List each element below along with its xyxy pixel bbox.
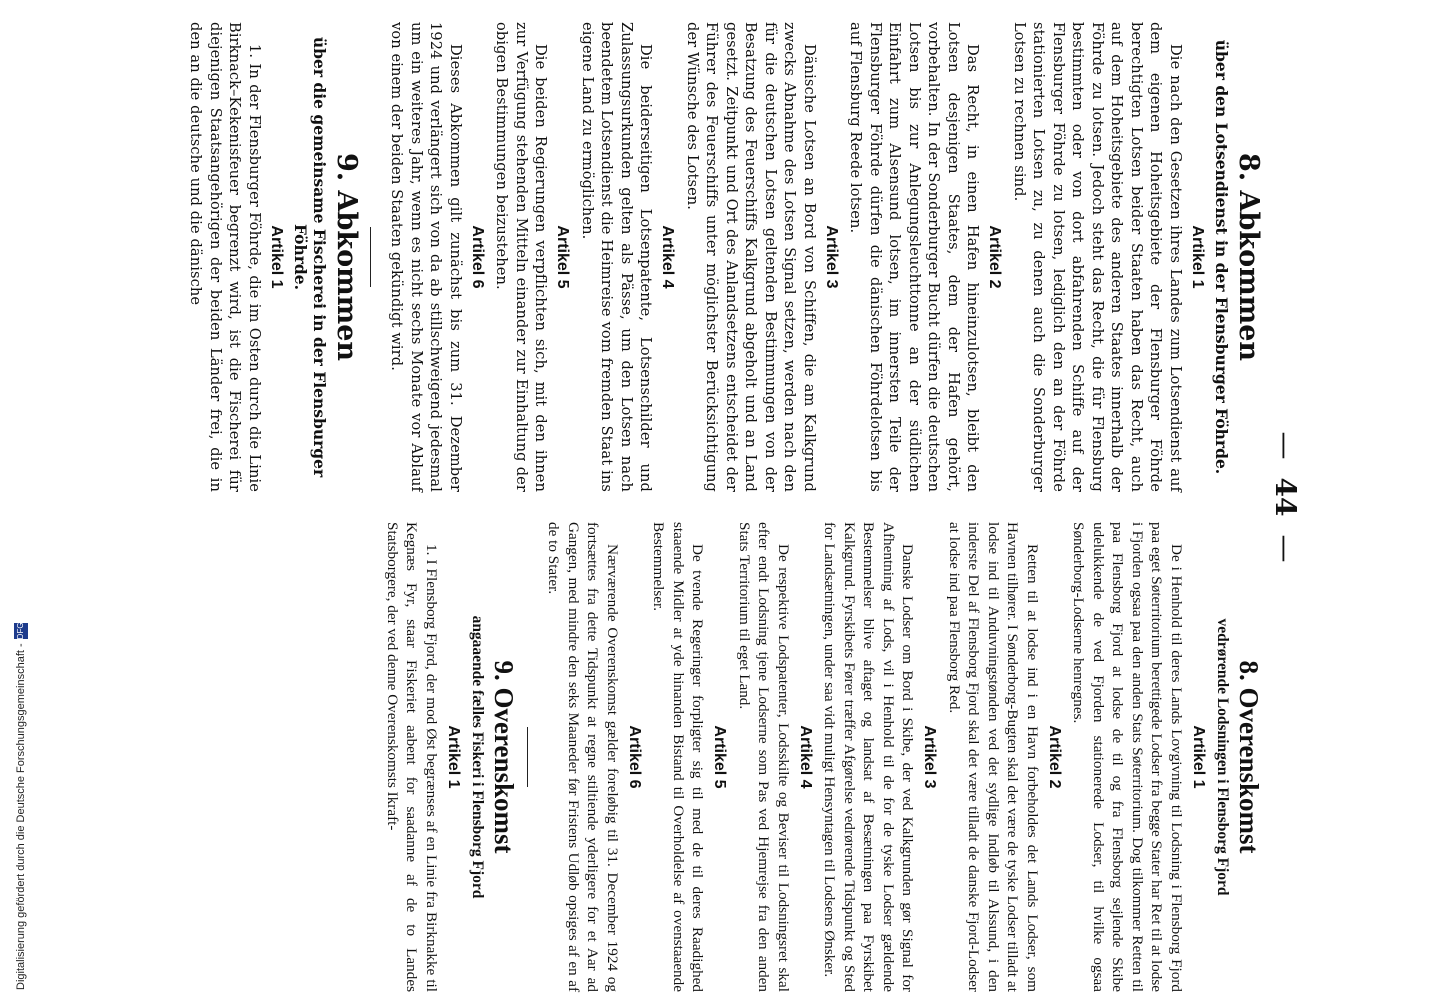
german-subtitle-2: über die gemeinsame Fischerei in der Flensburger Föhrde. [291,36,329,478]
article-title: Artikel 1 [1190,725,1207,789]
article-title: Artikel 1 [268,225,285,289]
danish-article-1 [1069,522,1207,992]
section-divider [527,727,528,787]
article-title: Artikel 6 [626,725,643,789]
german-article-5 [492,22,572,492]
german-article-6 [387,22,486,492]
danish-subtitle-1: vedrørende Lodsningen i Flensborg Fjord [1214,618,1231,896]
danish-column [383,522,1265,992]
article-text: De i Henhold til deres Lands Lovgivning til Lodsning i Flensborg Fjord paa eget Søterritorium berettigede Lodser fra begge Stater har Ret til at lodse i Fjorden ogsaa paa den anden Stats Søterritorium. Dog tilkommer Retten til paa Flensborg Fjord at lodse de til og fra Flensborg sejlende Skibe udelukkende de ved Fjorden stationerede Lodser, til hvilke ogsaa Sønderborg-Lodserne henregnes. [1070,522,1185,992]
german-subtitle-1: über den Lotsendienst in der Flensburger Föhrde. [1212,39,1231,475]
danish-article-5 [649,522,729,992]
article-title: Artikel 1 [1189,225,1206,289]
article-text: Retten til at lodse ind i en Havn forbeholdes det Lands Lodser, som Havnen tilhører. I Sønderborg-Bugten skal det være de tyske Lodser tilladt at lodse ind til Anduvningstønden ved det sydlige Indløb til Alssund, i den inderste Del af Flensborg Fjord skal det være tilladt de danske Fjord-Lodser at lodse ind paa Flensborg Red. [946,522,1041,992]
danish-article-4 [735,522,815,992]
page-number: —44— [1269,431,1302,563]
article-text: Die beiden Regierungen verpflichten sich, mit den ihnen zur Verfügung stehenden Mitteln einander zur Einhaltung der obigen Bestimmungen beizustehen. [493,22,550,492]
german-article-1 [1010,22,1207,492]
german-column [186,22,1264,492]
article-text: Die beiderseitigen Lotsenpatente, Lotsenschilder und Zulassungsurkunden gelten als Pässe, um den Lotsen nach beendetem Lotsendienst die Heimreise vom fremden Staat ins eigene Land zu ermöglichen. [579,22,655,492]
article-title: Artikel 4 [659,225,677,289]
article-text: Danske Lodser om Bord i Skibe, der ved Kalkgrunden gør Signal for Afhentning af Lods, vil i Henhold til de for de tyske Lodser gældende Bestemmelser blive aftaget og landsat af Besætningen paa Fyrskibet Kalkgrund. Fyrskibets Fører træffer Afgørelse vedrørende Tidspunkt og Sted for Landsætningen, under saa vidt muligt Hensyntagen til Lodsens Ønsker. [821,522,917,992]
article-title: Artikel 3 [921,725,939,789]
danish-article-2 [945,522,1064,992]
german-heading-2: 9. Abkommen [331,152,362,362]
danish-heading-1: 8. Overenskomst [1234,660,1264,854]
article-title: Artikel 2 [986,225,1004,289]
german-heading-1: 8. Abkommen [1233,152,1264,362]
article-text: Dänische Lotsen an Bord von Schiffen, die am Kalkgrund zwecks Abnahme des Lotsen Signal setzen, werden nach den für die deutschen Lotsen geltenden Bestimmungen von der Besatzung des Feuerschiffs Kalkgrund abgeholt und an Land gesetzt. Zeitpunkt und Ort des Anlandsetzens entscheidet der Führer des Feuerschiffs unter möglichster Berücksichtigung der Wünsche des Lotsen. [684,22,818,492]
document-page [112,12,1302,992]
danish-article-3 [820,522,939,992]
digitization-footer [14,0,28,1000]
danish-heading-2: 9. Overenskomst [489,660,519,854]
danish-fishery-article-1 [383,522,463,992]
article-text: De respektive Lodspatenter, Lodsskilte og Beviser til Lodsningsret skal efter endt Lodsning tjene Lodserne som Pas ved Hjemrejse fra den anden Stats Territorium til eget Land. [736,522,792,992]
danish-subtitle-2: angaaende fælles Fiskeri i Flensborg Fjord [469,615,486,899]
article-text: Das Recht, in einen Hafen hineinzulotsen, bleibt den Lotsen desjenigen Staates, dem der Hafen gehört, vorbehalten. In der Sonderburger Bucht dürfen die deutschen Lotsen bis zur Anlegungsleuchttonne an der südlichen Einfahrt zum Alsensund lotsen, im innersten Teile der Flensburger Föhrde dürfen die dänischen Föhrdelotsen bis auf Flensburg Reede lotsen. [847,22,982,492]
german-fishery-article-1 [186,22,285,492]
article-title: Artikel 6 [469,225,486,289]
article-text: De tvende Regeringer forpligter sig til med de til deres Raadighed staaende Midler at yde hinanden Bistand til Overholdelse af ovenstaaende Bestemmelser. [650,522,707,992]
article-text: Die nach den Gesetzen ihres Landes zum Lotsendienst auf dem eigenen Hoheitsgebiete der Flensburger Föhrde berechtigten Lotsen beider Staaten haben das Recht, auch auf dem Hoheitsgebiete des anderen Staates innerhalb der Föhrde zu lotsen. Jedoch steht das Recht, die für Flensburg bestimmten oder von dort abfahrenden Schiffe auf der Flensburger Föhrde zu lotsen, lediglich den an der Föhrde stationierten Lotsen zu, zu denen auch die Sonderburger Lotsen zu rechnen sind. [1011,22,1184,492]
article-text: 1. In der Flensburger Föhrde, die im Osten durch die Linie Birknack–Kekenisfeuer begrenzt wird, ist die Fischerei für diejenigen Staatsangehörigen der beiden Länder frei, die in den an die deutsche und die dänische [187,22,263,492]
section-divider [370,227,371,287]
article-title: Artikel 1 [445,725,462,789]
article-title: Artikel 5 [554,225,572,289]
article-title: Artikel 2 [1046,725,1063,789]
danish-article-6 [544,522,643,992]
article-text: Nærværende Overenskomst gælder foreløbig til 31. December 1924 og fortsættes fra dette Tidspunkt at regne stiltiende yderligere for et Aar ad Gangen, med mindre den seks Maaneder før Fristens Udløb opsiges af en af de to Stater. [545,522,621,992]
dfg-logo-icon: DFG [14,623,28,639]
german-article-4 [578,22,677,492]
article-title: Artikel 5 [711,725,729,789]
article-title: Artikel 3 [823,225,840,289]
article-text: Dieses Abkommen gilt zunächst bis zum 31. Dezember 1924 und verlängert sich von da ab stillschweigend jedesmal um ein weiteres Jahr, wenn es nicht sechs Monate vor Ablauf von einem der beiden Staaten gekündigt wird. [388,22,464,492]
german-article-2 [846,22,1004,492]
footer-text: Digitalisierung gefördert durch die Deutsche Forschungsgemeinschaft - [14,643,27,990]
article-title: Artikel 4 [797,725,814,789]
article-text: 1. I Flensborg Fjord, der mod Øst begrænses af en Linie fra Birknakke til Kegnæs Fyr, staar Fiskeriet aabent for saadanne af de to Landes Statsborgere, der ved denne Overenskomsts Ikraft- [384,522,440,992]
german-article-3 [683,22,841,492]
